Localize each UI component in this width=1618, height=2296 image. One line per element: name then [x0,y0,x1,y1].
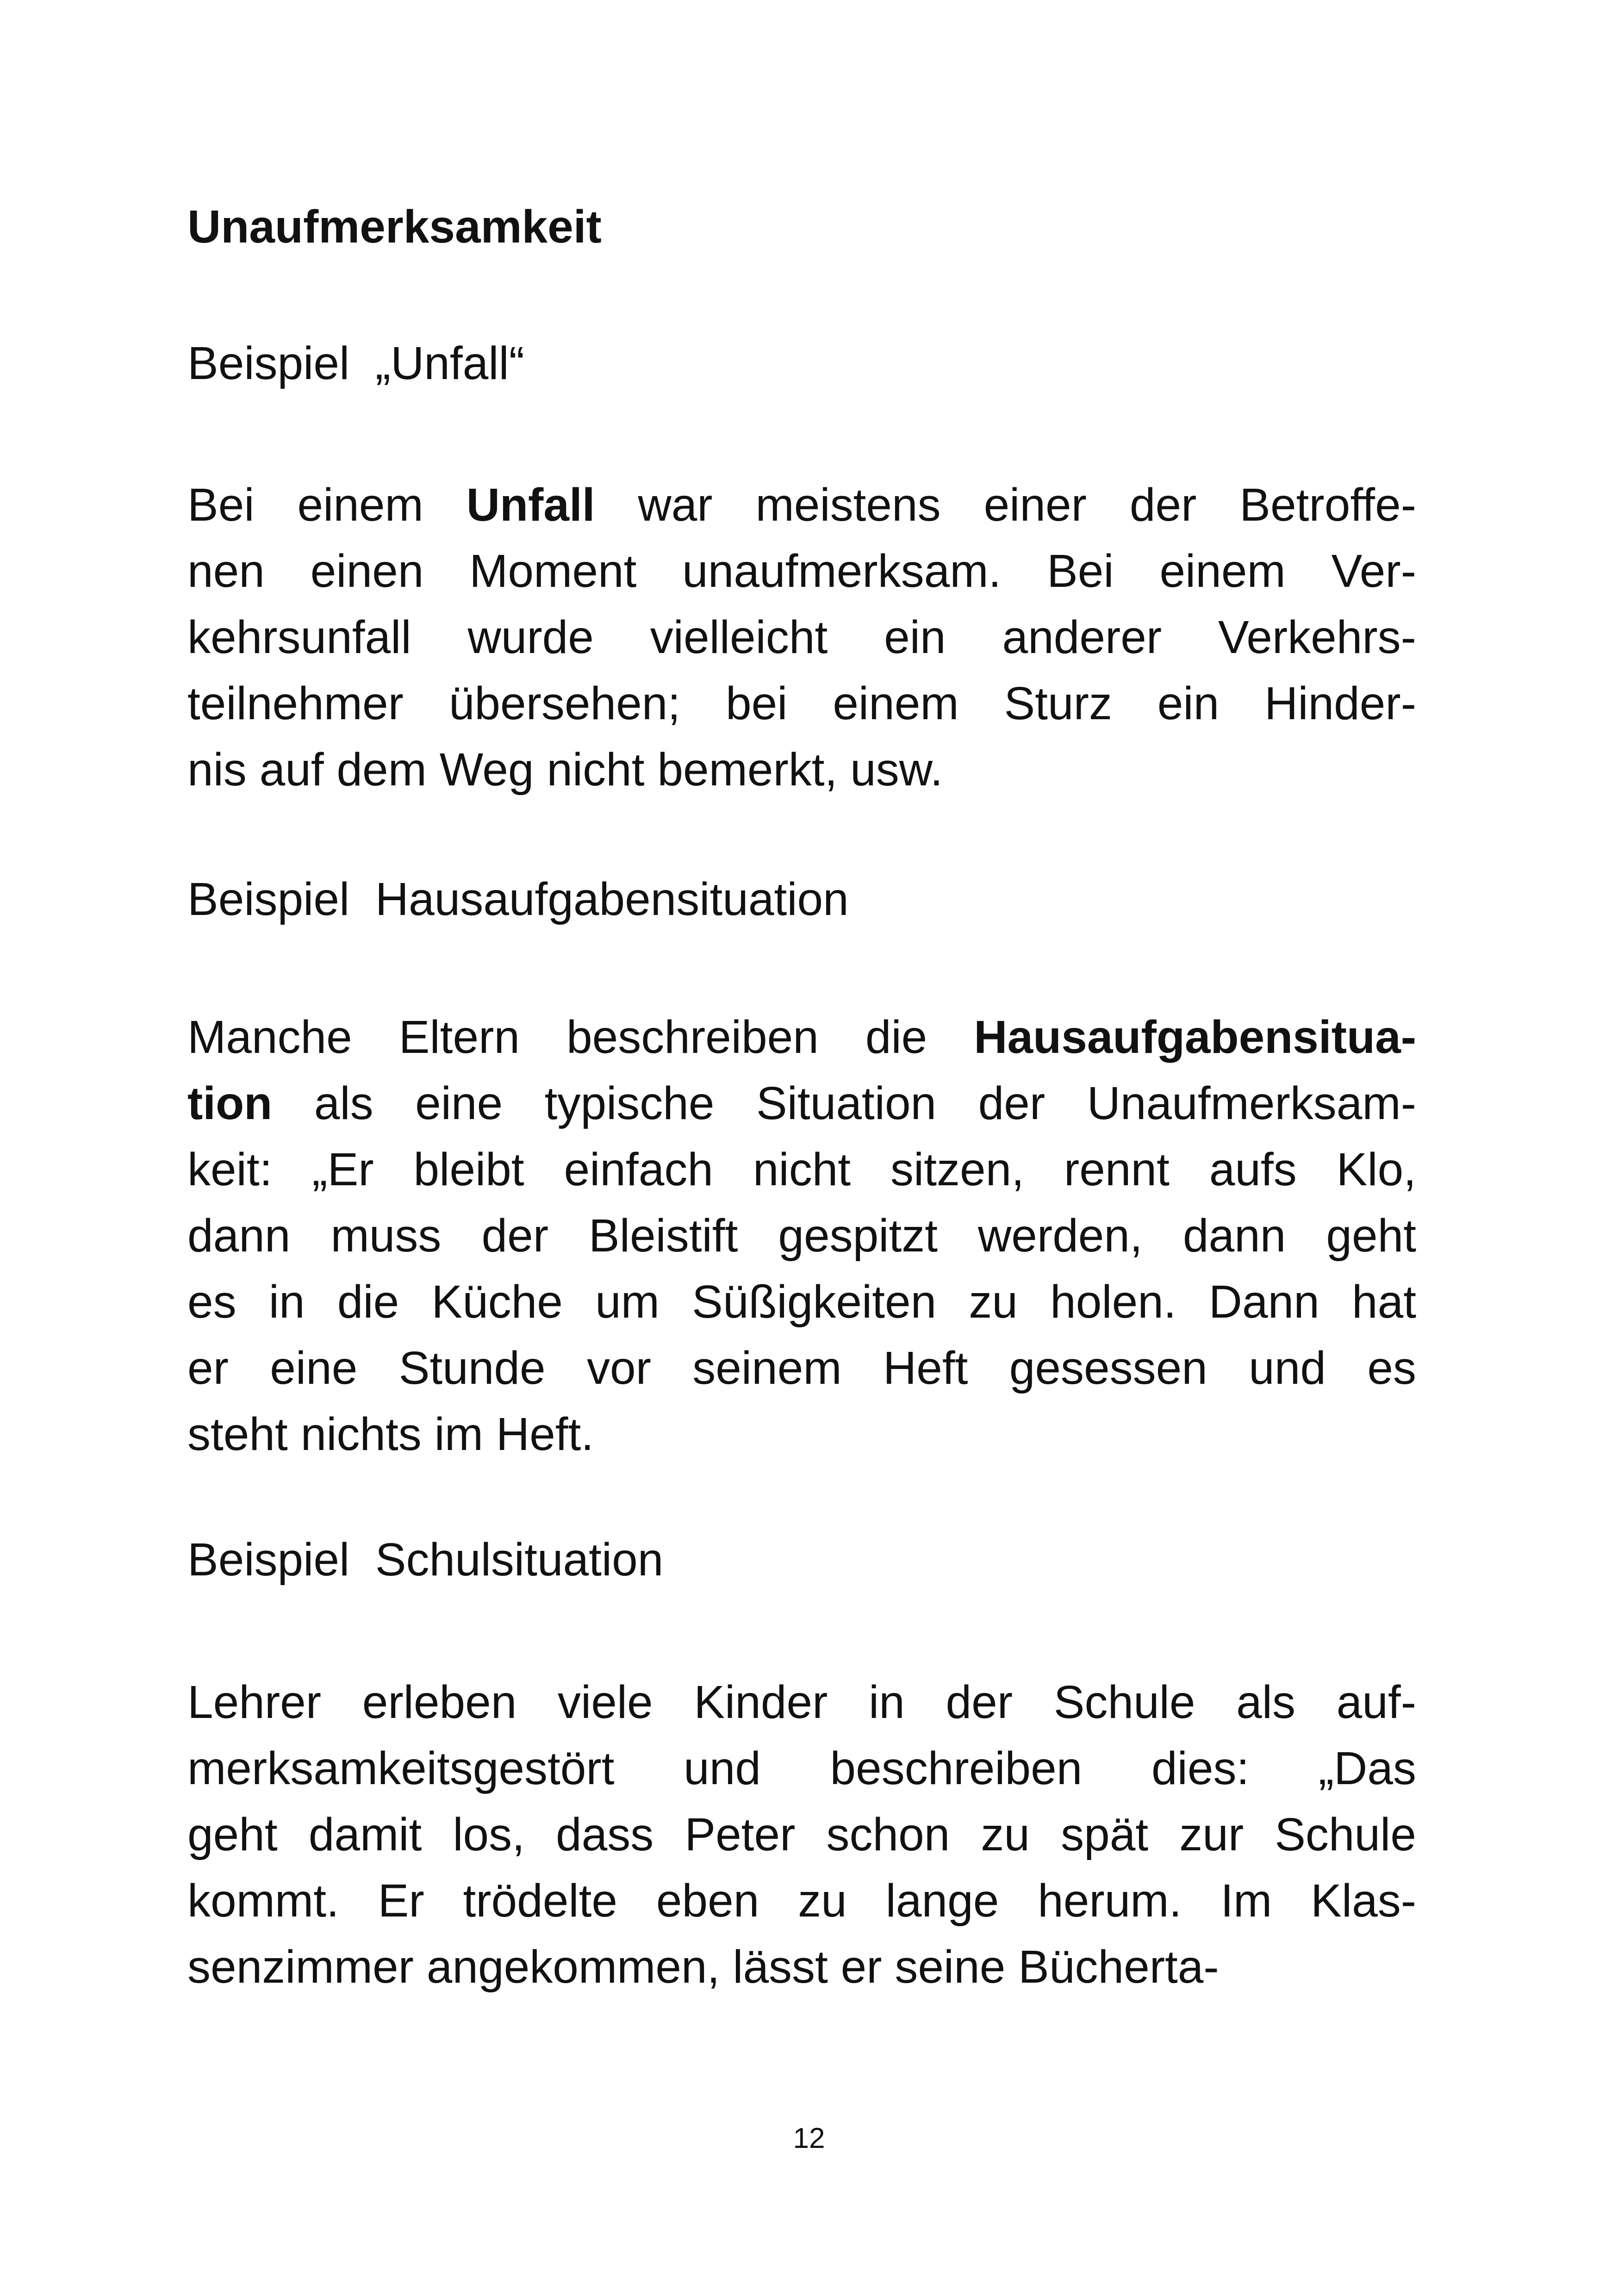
text-line [187,1070,1416,1137]
text-run: er eine Stunde vor seinem Heft gesessen und es [187,1342,1416,1394]
text-run: geht damit los, dass Peter schon zu spät zur Schule [187,1809,1416,1860]
text-line [187,1736,1416,1802]
paragraph-unfall [187,472,1416,803]
text-line [187,1004,1416,1070]
example-heading-schule: Beispiel Schulsituation [187,1534,664,1586]
bold-term: Hausaufgabensitua- [974,1011,1416,1063]
text-run: war meistens einer der Betroffe- [595,479,1416,531]
text-run: merksamkeitsgestört und beschreiben dies: „Das [187,1742,1416,1794]
text-line [187,737,1416,803]
text-line [187,1335,1416,1401]
page-number: 12 [793,2122,825,2154]
text-line [187,1269,1416,1335]
text-run: kommt. Er trödelte eben zu lange herum. Im Klas- [187,1875,1416,1927]
text-run: Manche Eltern beschreiben die [187,1011,974,1063]
text-run: steht nichts im Heft. [187,1408,594,1460]
text-run: teilnehmer übersehen; bei einem Sturz ein Hinder- [187,678,1416,729]
text-run: nen einen Moment unaufmerksam. Bei einem Ver- [187,545,1416,597]
text-line [187,1802,1416,1868]
text-run: es in die Küche um Süßigkeiten zu holen. Dann hat [187,1276,1416,1328]
text-line [187,1203,1416,1269]
example-heading-unfall: Beispiel „Unfall“ [187,337,525,389]
text-run: Bei einem [187,479,467,531]
text-line [187,1137,1416,1203]
text-run: als eine typische Situation der Unaufmerksam- [272,1077,1416,1129]
text-line [187,1401,1416,1468]
text-run: keit: „Er bleibt einfach nicht sitzen, rennt aufs Klo, [187,1144,1416,1195]
text-run: Lehrer erleben viele Kinder in der Schule als auf- [187,1676,1416,1728]
text-line [187,538,1416,604]
section-heading: Unaufmerksamkeit [187,201,602,253]
text-line [187,1669,1416,1736]
text-run: senzimmer angekommen, lässt er seine Bücherta- [187,1941,1219,1993]
paragraph-schule [187,1669,1416,2000]
bold-term: tion [187,1077,273,1129]
text-run: nis auf dem Weg nicht bemerkt, usw. [187,744,943,796]
text-line [187,604,1416,671]
text-run: kehrsunfall wurde vielleicht ein anderer Verkehrs- [187,611,1416,663]
text-line [187,472,1416,538]
paragraph-hausaufgaben [187,1004,1416,1468]
text-run: dann muss der Bleistift gespitzt werden, dann geht [187,1210,1416,1262]
bold-term: Unfall [466,479,595,531]
text-line [187,1868,1416,1934]
text-line [187,671,1416,737]
example-heading-hausaufgaben: Beispiel Hausaufgabensituation [187,873,849,925]
text-line [187,1934,1416,2000]
